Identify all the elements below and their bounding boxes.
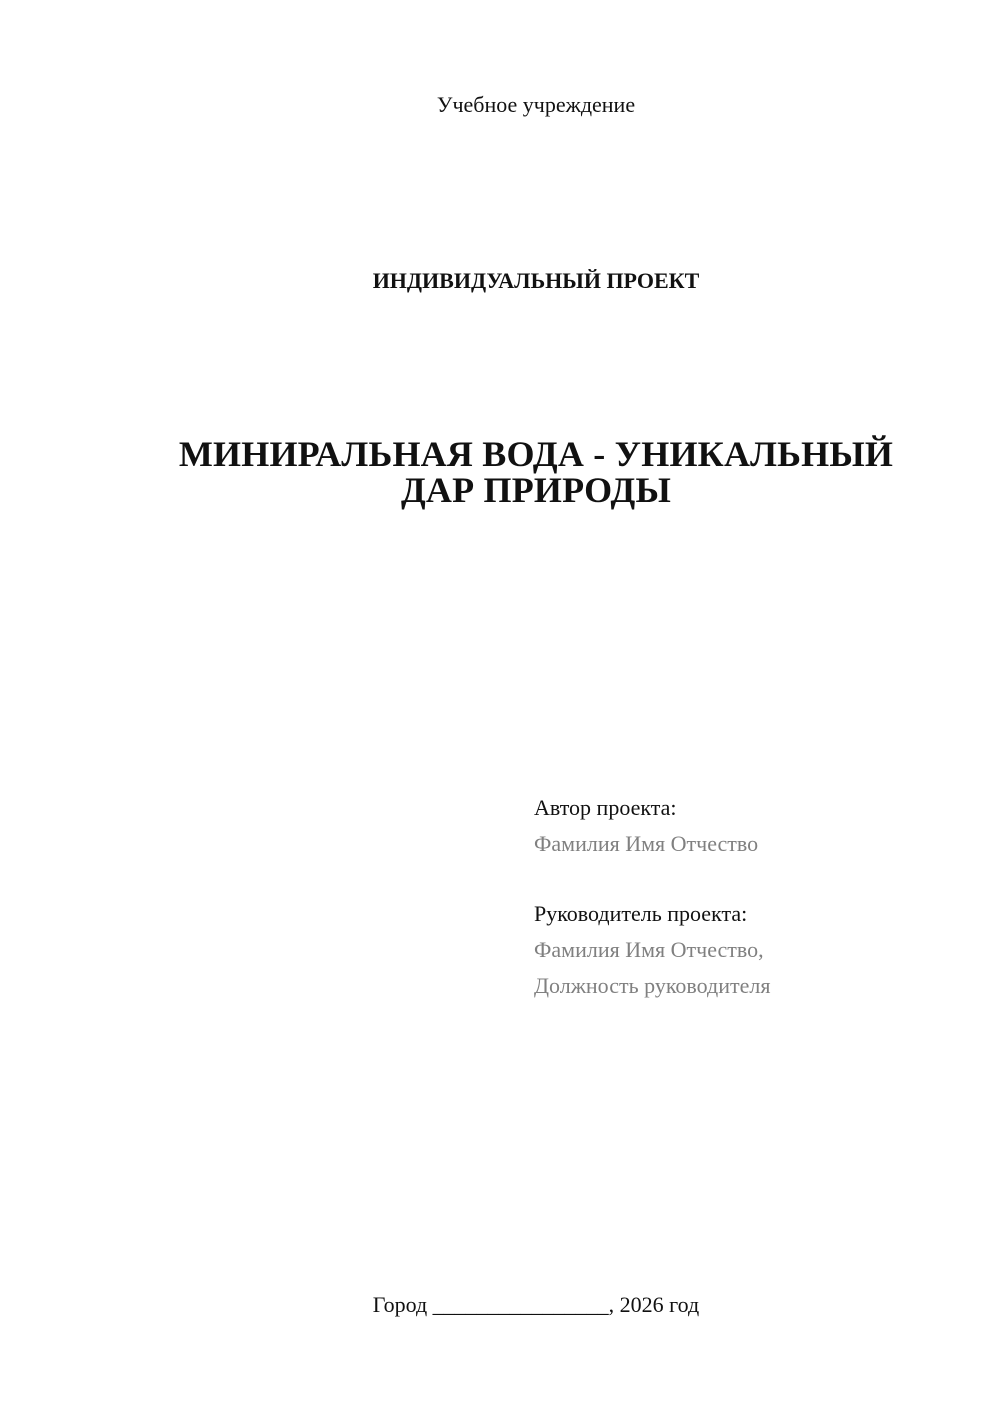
supervisor-position: Должность руководителя bbox=[534, 973, 771, 998]
info-spacer bbox=[534, 862, 974, 896]
author-label: Автор проекта: bbox=[534, 795, 677, 820]
project-title-line-1: МИНИРАЛЬНАЯ ВОДА - УНИКАЛЬНЫЙ bbox=[178, 434, 894, 474]
author-name: Фамилия Имя Отчество bbox=[534, 831, 759, 856]
project-info-block bbox=[534, 790, 974, 1004]
city-year-footer: Город ________________, 2026 год bbox=[372, 1292, 700, 1317]
institution-name: Учебное учреждение bbox=[436, 92, 636, 117]
supervisor-name: Фамилия Имя Отчество, bbox=[534, 937, 764, 962]
project-type-heading: ИНДИВИДУАЛЬНЫЙ ПРОЕКТ bbox=[372, 268, 700, 293]
project-title bbox=[140, 436, 932, 508]
supervisor-label: Руководитель проекта: bbox=[534, 901, 748, 926]
project-title-line-2: ДАР ПРИРОДЫ bbox=[400, 470, 672, 510]
